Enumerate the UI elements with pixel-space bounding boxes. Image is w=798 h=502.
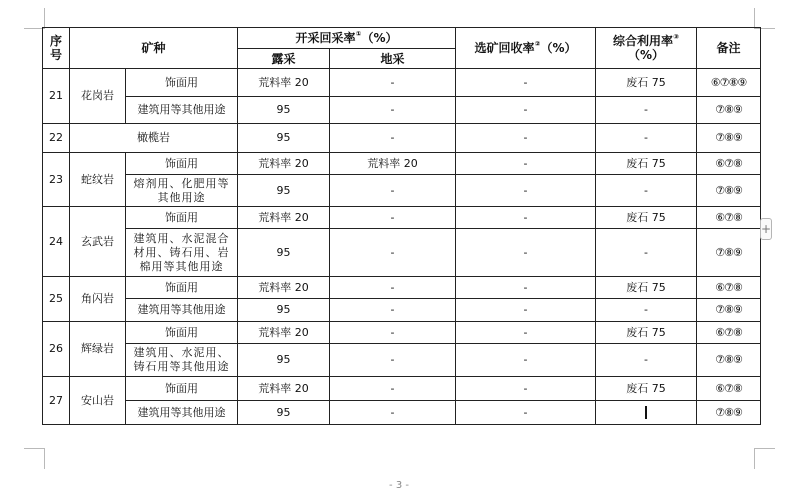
dressing-cell: -: [456, 377, 596, 401]
mineral-name: 辉绿岩: [70, 322, 126, 377]
remarks-cell: ⑥⑦⑧⑨: [697, 69, 761, 97]
comprehensive-cell: -: [596, 299, 697, 322]
page-number: - 3 -: [389, 480, 409, 491]
header-remarks: 备注: [697, 28, 761, 69]
underground-cell: 荒料率 20: [330, 153, 456, 175]
remarks-cell: ⑥⑦⑧: [697, 322, 761, 344]
row-number: 22: [43, 124, 70, 153]
underground-cell: -: [330, 401, 456, 425]
crop-mark-top-left: [24, 8, 45, 29]
table-row: [43, 277, 761, 299]
mineral-name: 安山岩: [70, 377, 126, 425]
remarks-cell: ⑥⑦⑧: [697, 207, 761, 229]
underground-cell: -: [330, 277, 456, 299]
underground-cell: -: [330, 124, 456, 153]
table-row: [43, 229, 761, 277]
dressing-cell: -: [456, 97, 596, 124]
mineral-name: 花岗岩: [70, 69, 126, 124]
table-row: [43, 97, 761, 124]
dressing-cell: -: [456, 401, 596, 425]
mineral-name: 玄武岩: [70, 207, 126, 277]
table-row: [43, 344, 761, 377]
underground-cell: -: [330, 344, 456, 377]
dressing-cell: -: [456, 344, 596, 377]
underground-cell: -: [330, 69, 456, 97]
remarks-cell: ⑦⑧⑨: [697, 97, 761, 124]
underground-cell: -: [330, 322, 456, 344]
table-row: [43, 377, 761, 401]
open-pit-cell: 95: [238, 97, 330, 124]
remarks-cell: ⑦⑧⑨: [697, 401, 761, 425]
crop-mark-bottom-right: [754, 448, 775, 469]
comprehensive-cell: 废石 75: [596, 153, 697, 175]
dressing-cell: -: [456, 229, 596, 277]
comprehensive-cell: -: [596, 97, 697, 124]
usage-cell: 熔剂用、化肥用等其他用途: [126, 175, 238, 207]
underground-cell: -: [330, 207, 456, 229]
comprehensive-cell: -: [596, 229, 697, 277]
header-mining-recovery: 开采回采率①（%）: [238, 28, 456, 49]
remarks-cell: ⑦⑧⑨: [697, 229, 761, 277]
mineral-name: 角闪岩: [70, 277, 126, 322]
table-row: [43, 175, 761, 207]
underground-cell: -: [330, 229, 456, 277]
comprehensive-cell: 废石 75: [596, 207, 697, 229]
comprehensive-cell: -: [596, 124, 697, 153]
open-pit-cell: 95: [238, 299, 330, 322]
text-cursor: [645, 406, 647, 419]
row-number: 21: [43, 69, 70, 124]
mineral-utilization-table: [42, 27, 761, 425]
table-row: [43, 69, 761, 97]
open-pit-cell: 95: [238, 175, 330, 207]
open-pit-cell: 荒料率 20: [238, 322, 330, 344]
comprehensive-cell[interactable]: [596, 401, 697, 425]
row-number: 24: [43, 207, 70, 277]
underground-cell: -: [330, 377, 456, 401]
remarks-cell: ⑥⑦⑧: [697, 377, 761, 401]
header-comprehensive-utilization: 综合利用率③（%）: [596, 28, 697, 69]
table-row: [43, 124, 761, 153]
open-pit-cell: 95: [238, 401, 330, 425]
open-pit-cell: 荒料率 20: [238, 69, 330, 97]
mineral-name: 橄榄岩: [70, 124, 238, 153]
remarks-cell: ⑦⑧⑨: [697, 124, 761, 153]
mineral-name: 蛇纹岩: [70, 153, 126, 207]
row-number: 23: [43, 153, 70, 207]
crop-mark-top-right: [754, 8, 775, 29]
usage-cell: 饰面用: [126, 277, 238, 299]
table-row: [43, 207, 761, 229]
header-open-pit: 露采: [238, 49, 330, 69]
comprehensive-cell: 废石 75: [596, 377, 697, 401]
dressing-cell: -: [456, 207, 596, 229]
dressing-cell: -: [456, 322, 596, 344]
header-dressing-recovery: 选矿回收率②（%）: [456, 28, 596, 69]
table-row: [43, 153, 761, 175]
underground-cell: -: [330, 175, 456, 207]
dressing-cell: -: [456, 175, 596, 207]
row-number: 25: [43, 277, 70, 322]
usage-cell: 饰面用: [126, 377, 238, 401]
open-pit-cell: 95: [238, 124, 330, 153]
crop-mark-bottom-left: [24, 448, 45, 469]
dressing-cell: -: [456, 153, 596, 175]
remarks-cell: ⑥⑦⑧: [697, 153, 761, 175]
usage-cell: 建筑用、水泥混合材用、铸石用、岩棉用等其他用途: [126, 229, 238, 277]
open-pit-cell: 荒料率 20: [238, 207, 330, 229]
row-number: 27: [43, 377, 70, 425]
open-pit-cell: 荒料率 20: [238, 153, 330, 175]
usage-cell: 建筑用等其他用途: [126, 299, 238, 322]
comprehensive-cell: -: [596, 175, 697, 207]
usage-cell: 建筑用、水泥用、铸石用等其他用途: [126, 344, 238, 377]
remarks-cell: ⑦⑧⑨: [697, 344, 761, 377]
table-row: [43, 401, 761, 425]
usage-cell: 饰面用: [126, 153, 238, 175]
remarks-cell: ⑦⑧⑨: [697, 299, 761, 322]
usage-cell: 饰面用: [126, 322, 238, 344]
header-mineral: 矿种: [70, 28, 238, 69]
comprehensive-cell: 废石 75: [596, 69, 697, 97]
usage-cell: 饰面用: [126, 207, 238, 229]
comprehensive-cell: -: [596, 344, 697, 377]
usage-cell: 饰面用: [126, 69, 238, 97]
header-seq: 序号: [43, 28, 70, 69]
underground-cell: -: [330, 299, 456, 322]
dressing-cell: -: [456, 124, 596, 153]
comprehensive-cell: 废石 75: [596, 277, 697, 299]
expand-plus-button[interactable]: +: [760, 218, 772, 240]
dressing-cell: -: [456, 69, 596, 97]
comprehensive-cell: 废石 75: [596, 322, 697, 344]
header-underground: 地采: [330, 49, 456, 69]
table-row: [43, 322, 761, 344]
remarks-cell: ⑦⑧⑨: [697, 175, 761, 207]
dressing-cell: -: [456, 277, 596, 299]
underground-cell: -: [330, 97, 456, 124]
open-pit-cell: 95: [238, 344, 330, 377]
remarks-cell: ⑥⑦⑧: [697, 277, 761, 299]
usage-cell: 建筑用等其他用途: [126, 401, 238, 425]
open-pit-cell: 荒料率 20: [238, 377, 330, 401]
open-pit-cell: 95: [238, 229, 330, 277]
usage-cell: 建筑用等其他用途: [126, 97, 238, 124]
row-number: 26: [43, 322, 70, 377]
table-row: [43, 299, 761, 322]
open-pit-cell: 荒料率 20: [238, 277, 330, 299]
dressing-cell: -: [456, 299, 596, 322]
